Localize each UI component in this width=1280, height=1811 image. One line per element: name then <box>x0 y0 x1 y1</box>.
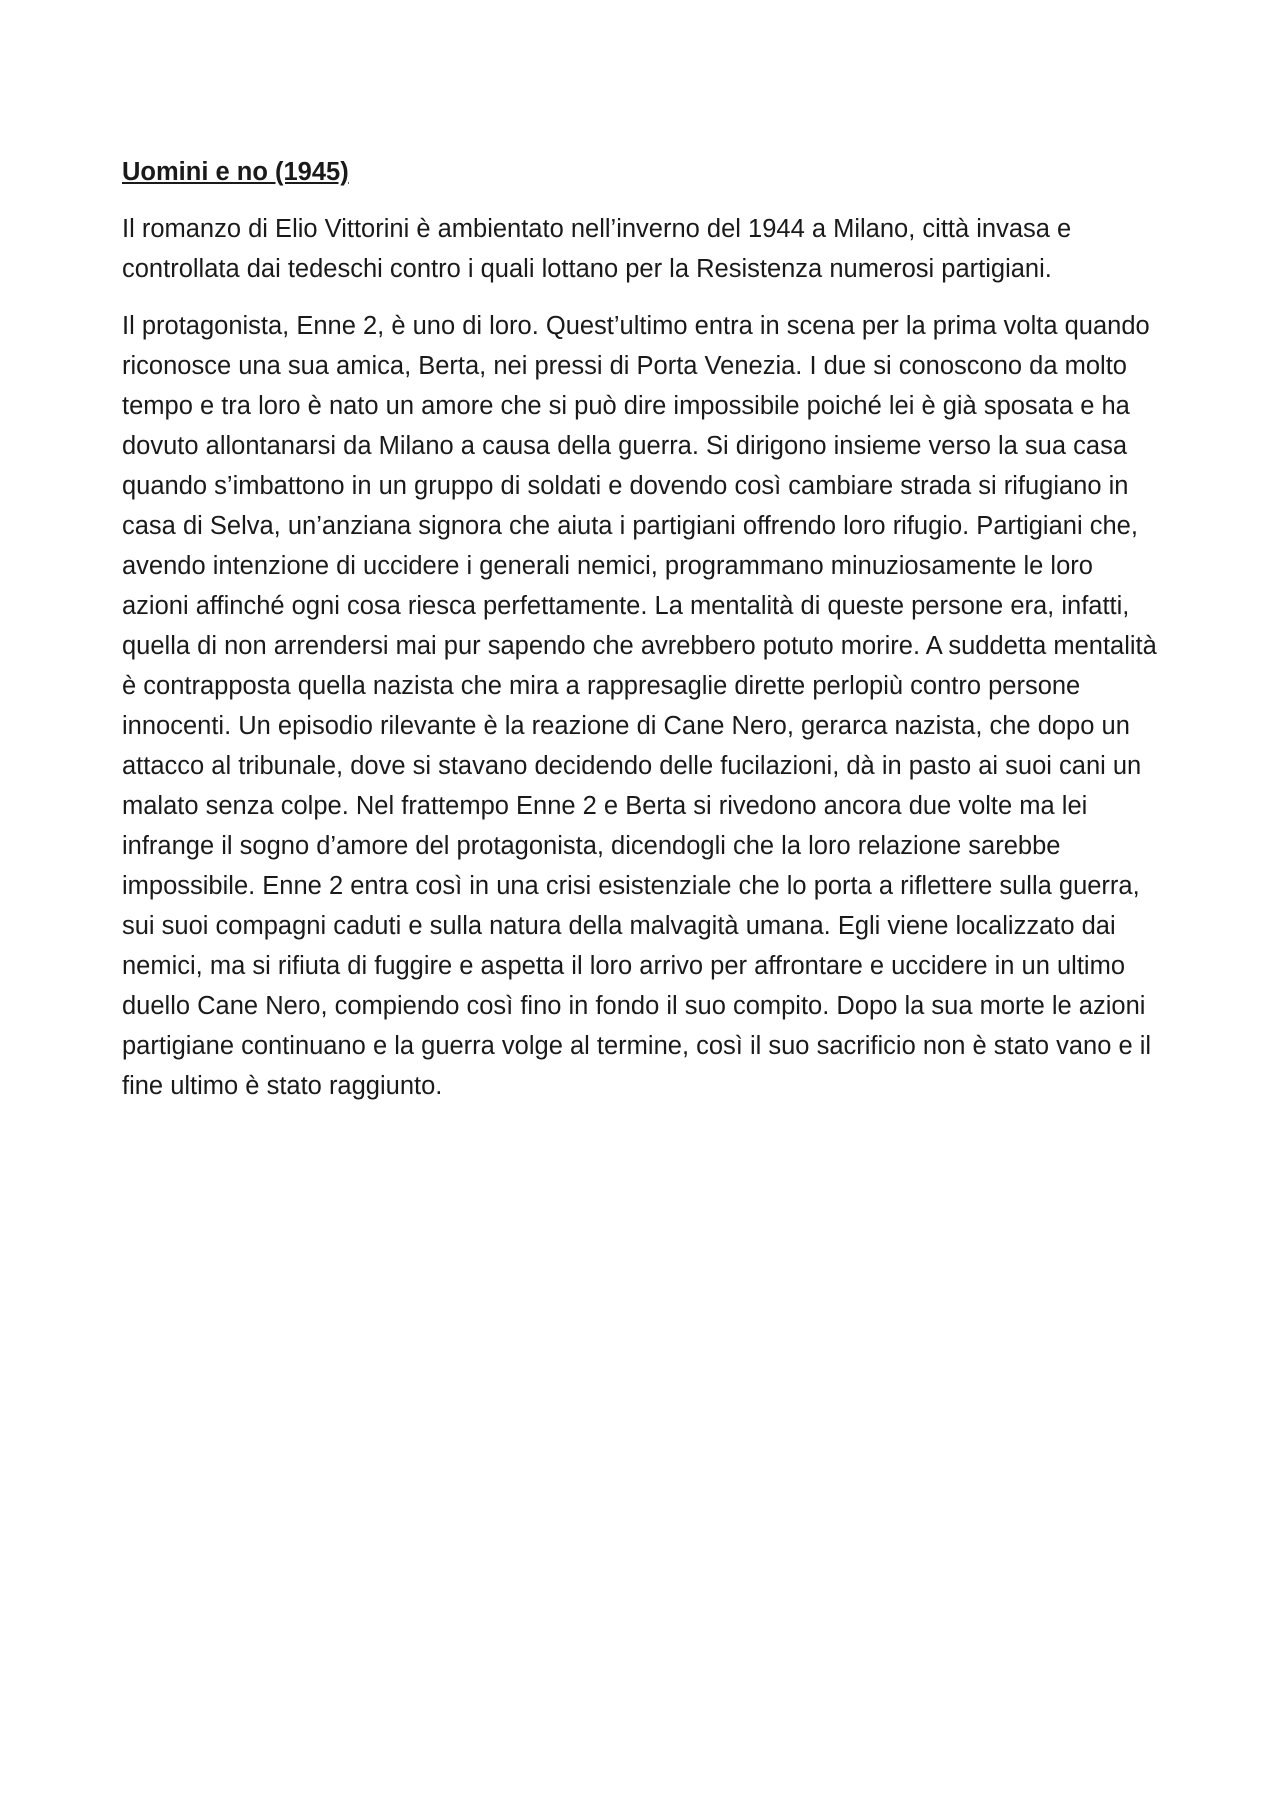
paragraph-intro: Il romanzo di Elio Vittorini è ambientato nell’inverno del 1944 a Milano, città invasa e controllata dai tedeschi contro i quali lottano per la Resistenza numerosi partigiani. <box>122 215 1072 283</box>
paragraph-plot: Il protagonista, Enne 2, è uno di loro. Quest’ultimo entra in scena per la prima volta quando riconosce una sua amica, Berta, nei pressi di Porta Venezia. I due si conoscono da molto tempo e tra loro è nato un amore che si può dire impossibile poiché lei è già sposata e ha dovuto allontanarsi da Milano a causa della guerra. Si dirigono insieme verso la sua casa quando s’imbattono in un gruppo di soldati e dovendo così cambiare strada si rifugiano in casa di Selva, un’anziana signora che aiuta i partigiani offrendo loro rifugio. Partigiani che, avendo intenzione di uccidere i generali nemici, programmano minuziosamente le loro azioni affinché ogni cosa riesca perfettamente. La mentalità di queste persone era, infatti, quella di non arrendersi mai pur sapendo che avrebbero potuto morire. A suddetta mentalità è contrapposta quella nazista che mira a rappresaglie dirette perlopiù contro persone innocenti. Un episodio rilevante è la reazione di Cane Nero, gerarca nazista, che dopo un attacco al tribunale, dove si stavano decidendo delle fucilazioni, dà in pasto ai suoi cani un malato senza colpe. Nel frattempo Enne 2 e Berta si rivedono ancora due volte ma lei infrange il sogno d’amore del protagonista, dicendogli che la loro relazione sarebbe impossibile. Enne 2 entra così in una crisi esistenziale che lo porta a riflettere sulla guerra, sui suoi compagni caduti e sulla natura della malvagità umana. Egli viene localizzato dai nemici, ma si rifiuta di fuggire e aspetta il loro arrivo per affrontare e uccidere in un ultimo duello Cane Nero, compiendo così fino in fondo il suo compito. Dopo la sua morte le azioni partigiane continuano e la guerra volge al termine, così il suo sacrificio non è stato vano e il fine ultimo è stato raggiunto. <box>122 312 1157 1100</box>
document-body <box>122 152 1162 1123</box>
document-title: Uomini e no (1945) <box>122 158 349 186</box>
